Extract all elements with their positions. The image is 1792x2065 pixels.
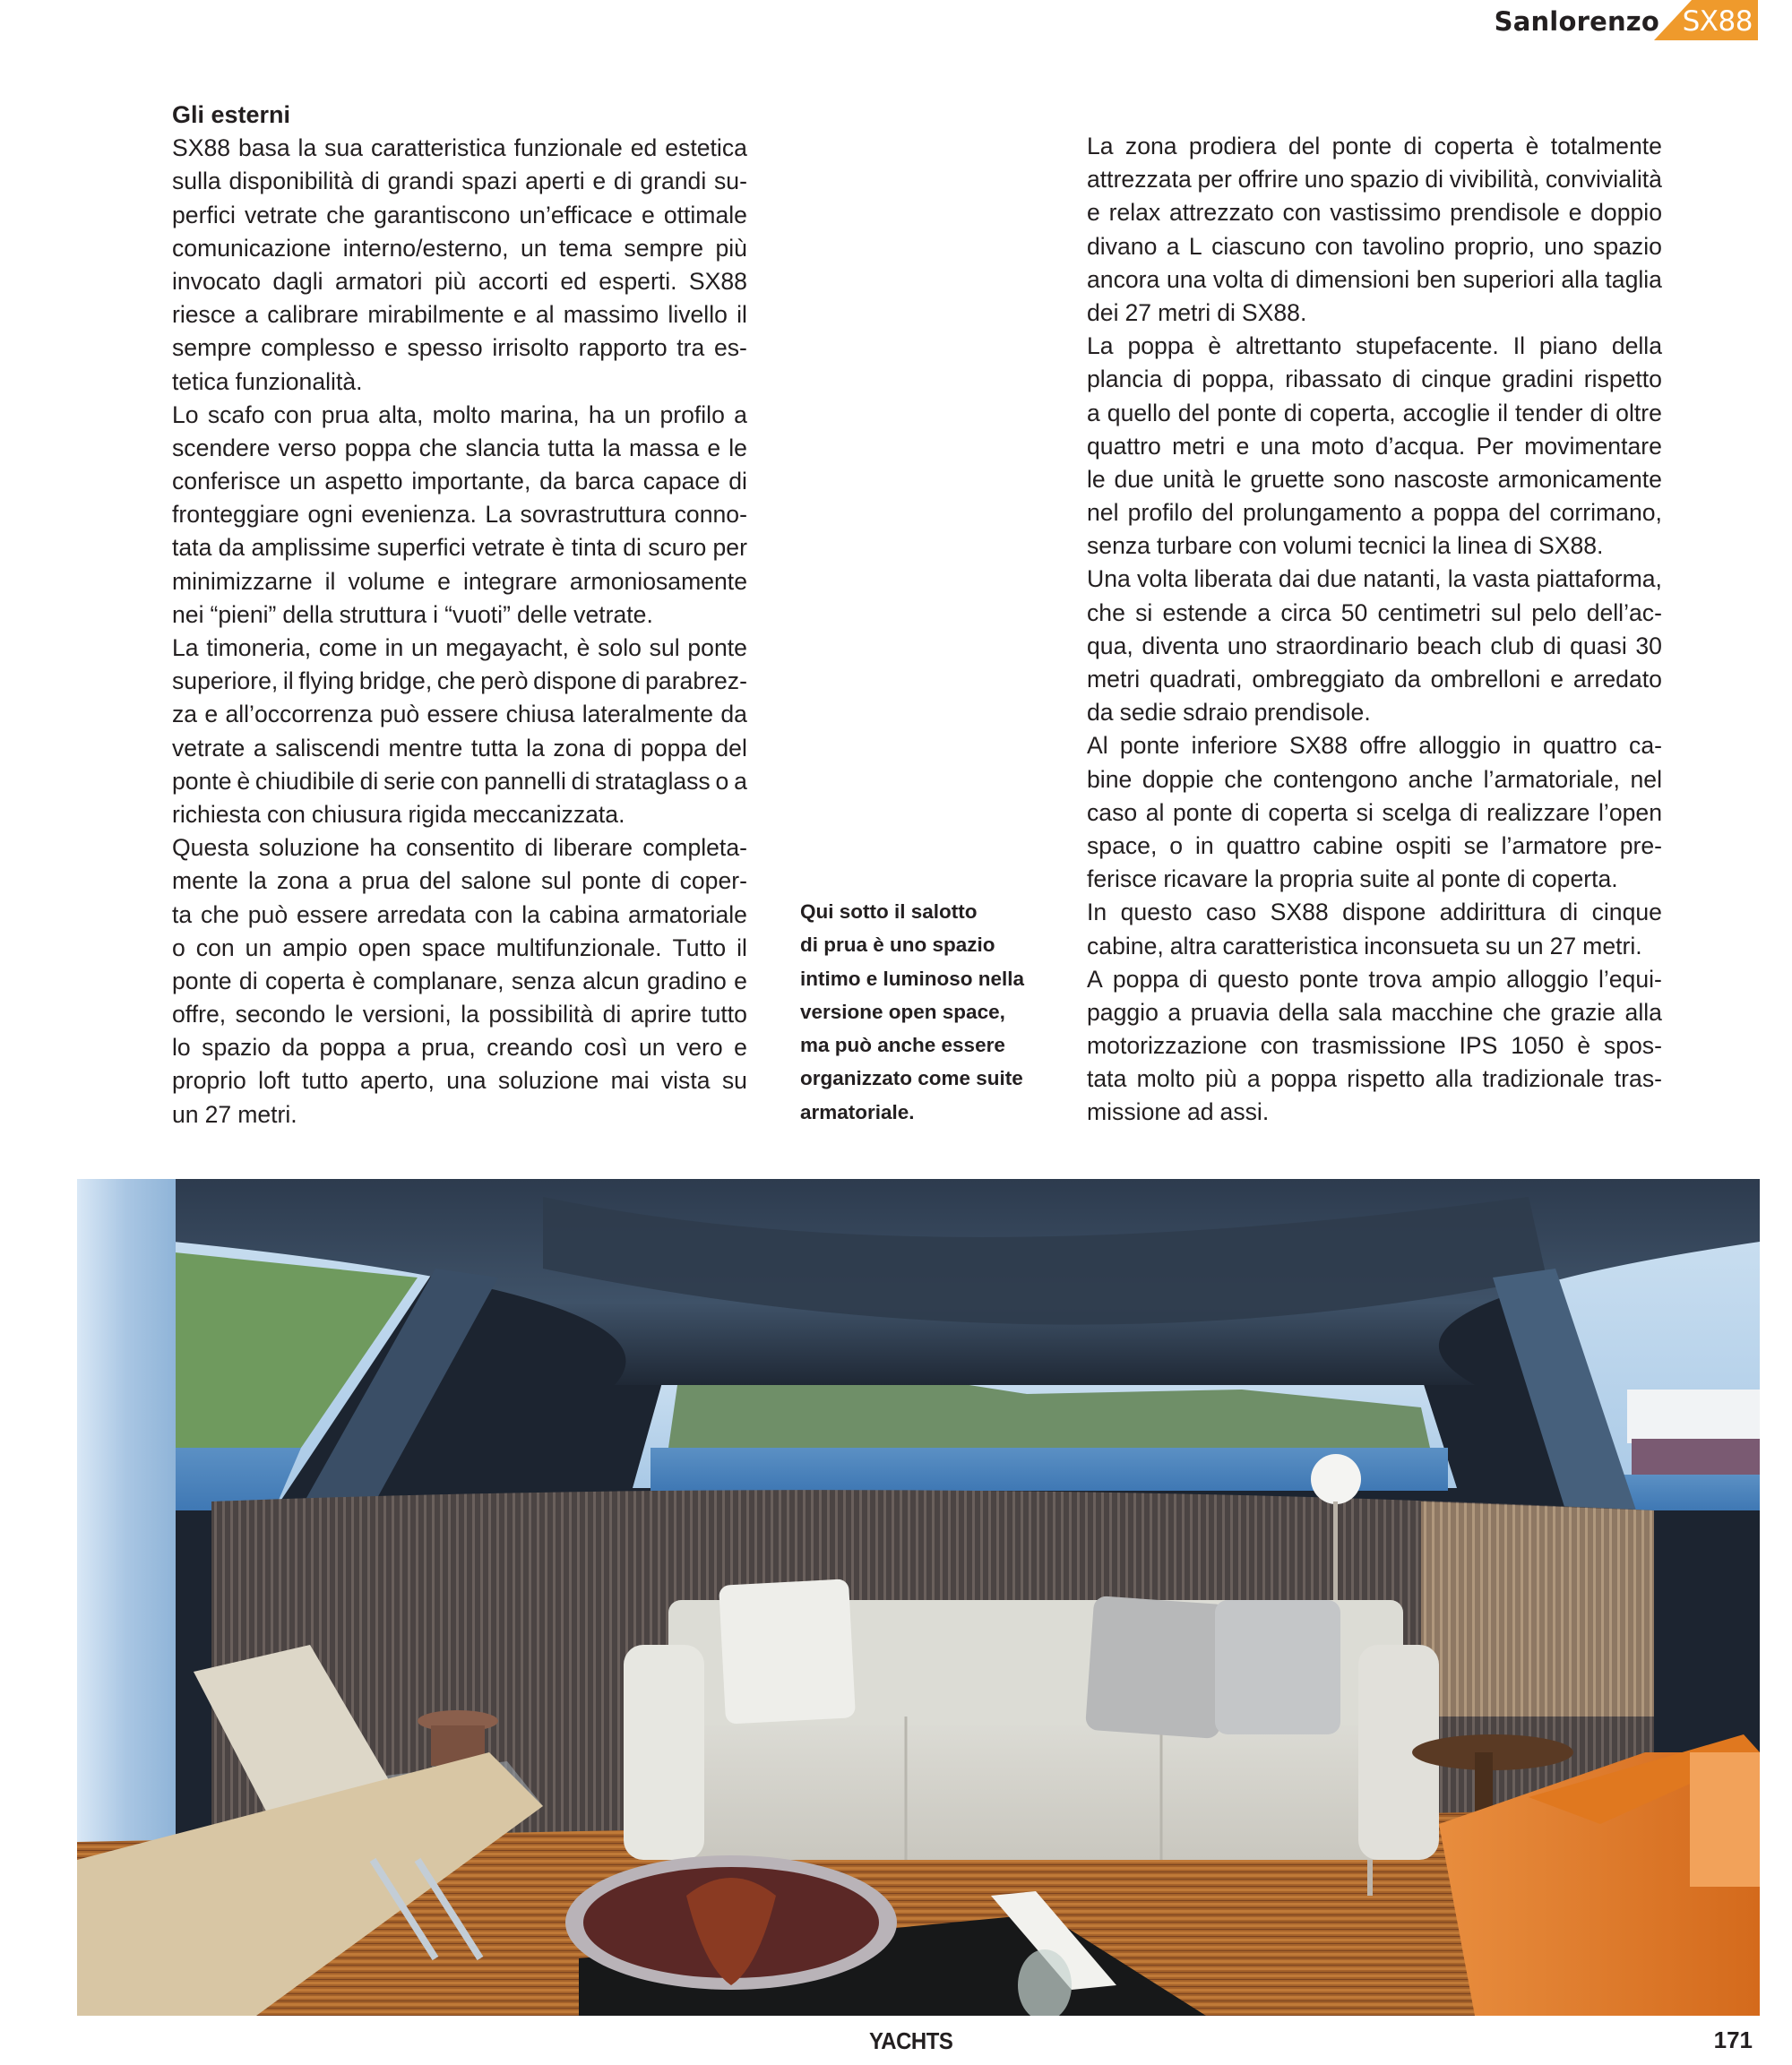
text-line: senza turbare con volumi tecnici la linea di SX88.: [1087, 532, 1604, 560]
text-line: scendere verso poppa che slancia tutta la massa e le: [172, 434, 747, 461]
text-line: e relax attrezzato con vastissimo prendisole e doppio: [1087, 199, 1662, 227]
caption-line: versione open space,: [800, 1000, 1005, 1023]
text-line: ancora una volta di dimensioni ben superiori alla taglia: [1087, 265, 1662, 293]
text-line: Lo scafo con prua alta, molto marina, ha un profilo a: [172, 400, 747, 428]
text-line: le due unità le gruette sono nascoste armonicamente: [1087, 465, 1662, 493]
text-line: Questa soluzione ha consentito di liberare completa-: [172, 834, 747, 862]
text-line: ta che può essere arredata con la cabina armatoriale: [172, 900, 747, 928]
caption-line: intimo e luminoso nella: [800, 967, 1025, 990]
section-heading: Gli esterni: [172, 101, 291, 128]
text-line: tata da amplissime superfici vetrate è tinta di scuro per: [172, 534, 747, 562]
text-line: paggio a pruavia della sala macchine che grazie alla: [1087, 998, 1662, 1026]
caption-line: armatoriale.: [800, 1100, 915, 1123]
caption-line: Qui sotto il salotto: [800, 900, 978, 923]
article-column-left: [172, 99, 747, 1131]
text-line: Una volta liberata dai due natanti, la vasta piattaforma,: [1087, 565, 1662, 593]
text-line: cabine, altra caratteristica inconsueta su un 27 metri.: [1087, 932, 1642, 959]
text-line: sulla disponibilità di grandi spazi aperti e di grandi su-: [172, 168, 747, 195]
model-tab: [1654, 0, 1758, 40]
text-line: La timoneria, come in un megayacht, è solo sul ponte: [172, 634, 747, 661]
text-line: ponte di coperta è complanare, senza alcun gradino e: [172, 967, 747, 994]
text-line: metri quadrati, ombreggiato da ombrelloni e arredato: [1087, 666, 1662, 693]
caption-line: ma può anche essere: [800, 1034, 1005, 1057]
text-line: divano a L ciascuno con tavolino proprio, uno spazio: [1087, 232, 1662, 260]
brand-header: [1495, 0, 1758, 40]
text-line: sempre complesso e spesso irrisolto rapporto tra es-: [172, 334, 747, 362]
text-line: superiore, il flying bridge, che però dispone di parabrez-: [172, 667, 747, 695]
text-line: nei “pieni” della struttura i “vuoti” delle vetrate.: [172, 600, 653, 628]
model-name: SX88: [1682, 4, 1753, 38]
text-line: space, o in quattro cabine ospiti se l’armatore pre-: [1087, 831, 1662, 859]
text-line: motorizzazione con trasmissione IPS 1050 è spos-: [1087, 1032, 1662, 1060]
interior-photo-illustration: [77, 1179, 1760, 2016]
photo-caption: [800, 895, 1051, 1129]
article-column-right: [1087, 130, 1662, 1130]
text-line: che si estende a circa 50 centimetri sul pelo dell’ac-: [1087, 598, 1662, 626]
text-line: za e all’occorrenza può essere chiusa lateralmente da: [172, 701, 747, 728]
text-line: La zona prodiera del ponte di coperta è totalmente: [1087, 133, 1662, 159]
caption-text: [800, 895, 1051, 1129]
text-line: comunicazione interno/esterno, un tema sempre più: [172, 234, 747, 262]
text-line: SX88 basa la sua caratteristica funzionale ed estetica: [172, 134, 747, 162]
text-line: o con un ampio open space multifunzionale. Tutto il: [172, 934, 747, 961]
text-line: qua, diventa uno straordinario beach club di quasi 30: [1087, 632, 1662, 659]
text-line: bine doppie che contengono anche l’armatoriale, nel: [1087, 765, 1662, 793]
text-line: dei 27 metri di SX88.: [1087, 298, 1307, 326]
text-line: ferisce ricavare la propria suite al ponte di coperta.: [1087, 865, 1618, 893]
text-line: un 27 metri.: [172, 1100, 297, 1128]
text-line: minimizzarne il volume e integrare armoniosamente: [172, 567, 747, 595]
text-line: Al ponte inferiore SX88 offre alloggio in quattro ca-: [1087, 732, 1662, 760]
text-line: tata molto più a poppa rispetto alla tradizionale tras-: [1087, 1065, 1662, 1093]
text-line: tetica funzionalità.: [172, 367, 363, 395]
caption-line: di prua è uno spazio: [800, 934, 995, 957]
text-line: offre, secondo le versioni, la possibilità di aprire tutto: [172, 1001, 747, 1028]
text-line: ponte è chiudibile di serie con pannelli di strataglass o a: [172, 767, 747, 795]
left-column-text: [172, 132, 747, 1131]
page-number: 171: [1713, 2026, 1753, 2053]
text-line: proprio loft tutto aperto, una soluzione mai vista su: [172, 1067, 747, 1095]
text-line: a quello del ponte di coperta, accoglie il tender di oltre: [1087, 399, 1662, 426]
text-line: riesce a calibrare mirabilmente e al massimo livello il: [172, 301, 747, 329]
text-line: A poppa di questo ponte trova ampio alloggio l’equi-: [1087, 965, 1662, 993]
text-line: caso al ponte di coperta si scelga di realizzare l’open: [1087, 798, 1662, 826]
text-line: invocato dagli armatori più accorti ed esperti. SX88: [172, 267, 747, 295]
magazine-name: YACHTS: [869, 2027, 953, 2054]
text-line: nel profilo del prolungamento a poppa del corrimano,: [1087, 499, 1662, 527]
right-column-text: [1087, 130, 1662, 1130]
text-line: richiesta con chiusura rigida meccanizzata.: [172, 800, 625, 828]
text-line: fronteggiare ogni evenienza. La sovrastruttura conno-: [172, 501, 747, 529]
brand-name: Sanlorenzo: [1494, 5, 1659, 37]
text-line: lo spazio da poppa a prua, creando così un vero e: [172, 1034, 747, 1062]
text-line: perfici vetrate che garantiscono un’efficace e ottimale: [172, 201, 747, 228]
text-line: da sedie sdraio prendisole.: [1087, 699, 1371, 727]
text-line: La poppa è altrettanto stupefacente. Il piano della: [1087, 332, 1662, 360]
text-line: attrezzata per offrire uno spazio di vivibilità, convivialità: [1087, 166, 1662, 194]
text-line: vetrate a saliscendi mentre tutta la zona di poppa del: [172, 734, 747, 761]
text-line: missione ad assi.: [1087, 1098, 1270, 1126]
text-line: In questo caso SX88 dispone addirittura di cinque: [1087, 899, 1662, 926]
text-line: quattro metri e una moto d’acqua. Per movimentare: [1087, 432, 1662, 460]
text-line: plancia di poppa, ribassato di cinque gradini rispetto: [1087, 366, 1662, 393]
interior-photo: [77, 1179, 1760, 2016]
text-line: conferisce un aspetto importante, da barca capace di: [172, 468, 747, 495]
caption-line: organizzato come suite: [800, 1067, 1023, 1090]
text-line: mente la zona a prua del salone sul ponte di coper-: [172, 867, 747, 895]
